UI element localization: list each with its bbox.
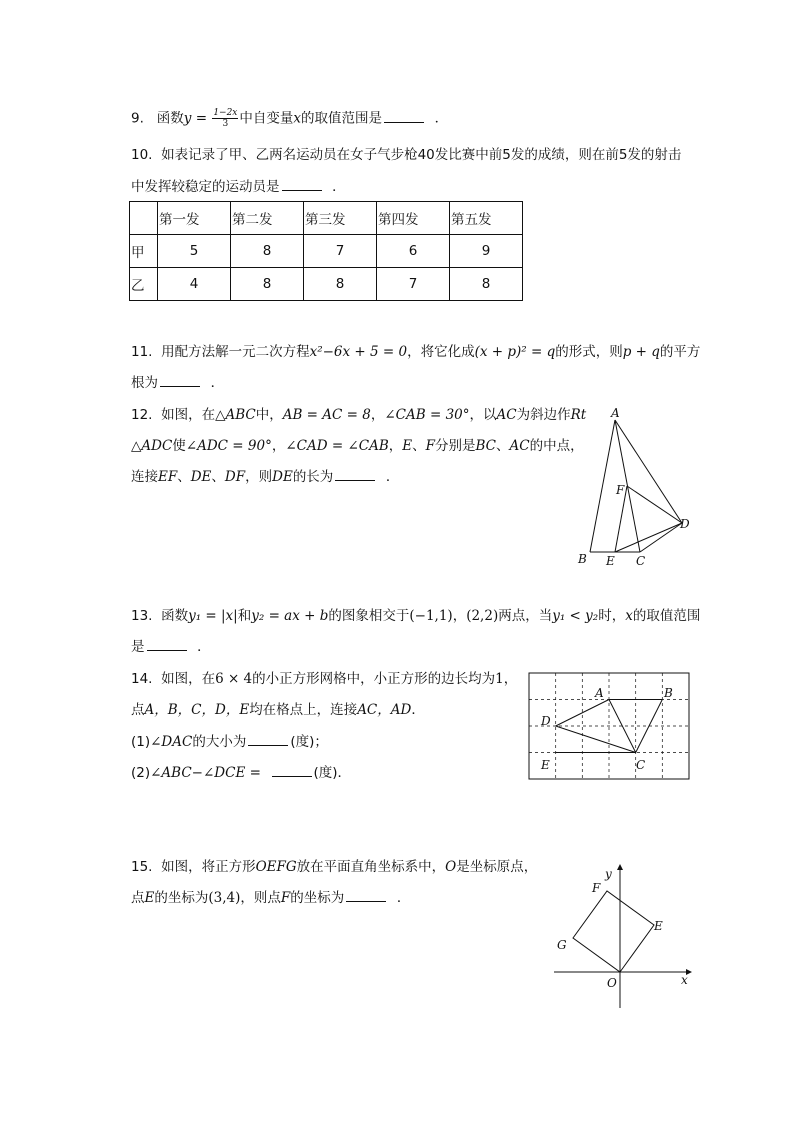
question-10-line-1: 10. 如表记录了甲、乙两名运动员在女子气步枪40发比赛中前5发的成绩，则在前5发的射击 [131,147,682,163]
segment-ab [590,420,615,552]
table-header-cell [130,202,158,235]
table-cell-name: 甲 [130,235,158,268]
question-15-line-1: 15. 如图，将正方形OEFG放在平面直角坐标系中，O是坐标原点， [131,859,538,875]
segment-cd [640,523,682,552]
q11-number: 11. [131,344,153,360]
table-cell: 8 [231,235,304,268]
question-14-line-2: 点A，B，C，D，E均在格点上，连接AC，AD． [131,702,425,718]
segment-df [627,486,682,523]
question-14-line-4: (2)∠ABC−∠DCE = (度)． [131,765,352,781]
question-15-line-2: 点E的坐标为(3,4)，则点F的坐标为 ． [131,890,411,906]
answer-blank[interactable] [272,764,312,777]
label-d: D [541,714,551,728]
q9-number: 9. [131,110,144,127]
label-a: A [595,686,604,700]
question-11-line-1: 11. 用配方法解一元二次方程x²−6x + 5 = 0，将它化成(x + p)² = q的形式，则p + q的平方 [131,344,701,360]
label-g: G [557,938,567,952]
table-cell-name: 乙 [130,268,158,301]
q13-number: 13. [131,608,153,624]
question-12-line-1: 12. 如图，在△ABC中，AB = AC = 8，∠CAB = 30°，以AC为斜边作Rt [131,407,587,423]
y-axis-arrow [617,864,623,870]
q15-square-figure [548,860,698,1010]
q15-coordinate-svg [548,860,698,1010]
table-header-cell: 第一发 [158,202,231,235]
table-header-cell: 第三发 [304,202,377,235]
question-12-line-3: 连接EF、DE、DF，则DE的长为 ． [131,469,400,485]
label-c: C [636,554,646,568]
answer-blank[interactable] [335,468,375,481]
question-11-line-2: 根为 ． [131,375,225,391]
answer-blank[interactable] [147,638,187,651]
square-oefg [573,891,654,972]
label-e: E [606,554,615,568]
segment-dc [556,726,636,753]
label-d: D [680,517,690,531]
table-cell: 8 [450,268,523,301]
q14-number: 14. [131,671,153,687]
table-row [130,235,523,268]
table-header-row [130,202,523,235]
label-e: E [541,758,550,772]
q14-grid-svg [528,672,691,782]
answer-blank[interactable] [282,178,322,191]
score-table [129,201,523,301]
table-header-cell: 第二发 [231,202,304,235]
question-12-line-2: △ADC使∠ADC = 90°，∠CAD = ∠CAB，E、F分别是BC、AC的中点， [131,438,584,454]
table-cell: 8 [304,268,377,301]
fraction: $\frac{1-2x}{3}$ [213,108,238,129]
label-x: x [681,973,688,987]
label-f: F [592,881,601,895]
table-cell: 9 [450,235,523,268]
label-y: y [605,867,612,881]
label-o: O [607,976,617,990]
answer-blank[interactable] [248,733,288,746]
table-cell: 8 [231,268,304,301]
table-cell: 7 [377,268,450,301]
question-14-line-1: 14. 如图，在6 × 4的小正方形网格中，小正方形的边长均为1， [131,671,518,687]
label-b: B [664,686,673,700]
table-cell: 4 [158,268,231,301]
q12-triangle-svg [570,404,700,574]
question-13-line-1: 13. 函数y₁ = |x|和y₂ = ax + b的图象相交于(−1,1)，(2,2)两点，当y₁ < y₂时，x的取值范围 [131,608,701,624]
table-cell: 6 [377,235,450,268]
segment-de [615,523,682,552]
label-b: B [578,552,587,566]
q14-grid-figure [528,672,691,782]
label-e: E [654,919,663,933]
answer-blank[interactable] [346,889,386,902]
table-header-cell: 第五发 [450,202,523,235]
question-9: 9. 函数y = $\frac{1-2x}{3}$ 中自变量x的取值范围是 ． [131,108,449,129]
table-row [130,268,523,301]
label-f: F [616,483,625,497]
question-14-line-3: (1)∠DAC的大小为 (度)； [131,734,328,750]
q15-number: 15. [131,859,153,875]
q12-triangle-figure [570,404,700,574]
q10-number: 10. [131,147,153,163]
label-c: C [636,758,646,772]
table-cell: 7 [304,235,377,268]
question-10-line-2: 中发挥较稳定的运动员是 ． [131,179,346,195]
question-13-line-2: 是 ． [131,639,211,655]
q12-number: 12. [131,407,153,423]
answer-blank[interactable] [160,374,200,387]
answer-blank[interactable] [384,110,424,123]
table-header-cell: 第四发 [377,202,450,235]
label-a: A [611,406,620,420]
table-cell: 5 [158,235,231,268]
